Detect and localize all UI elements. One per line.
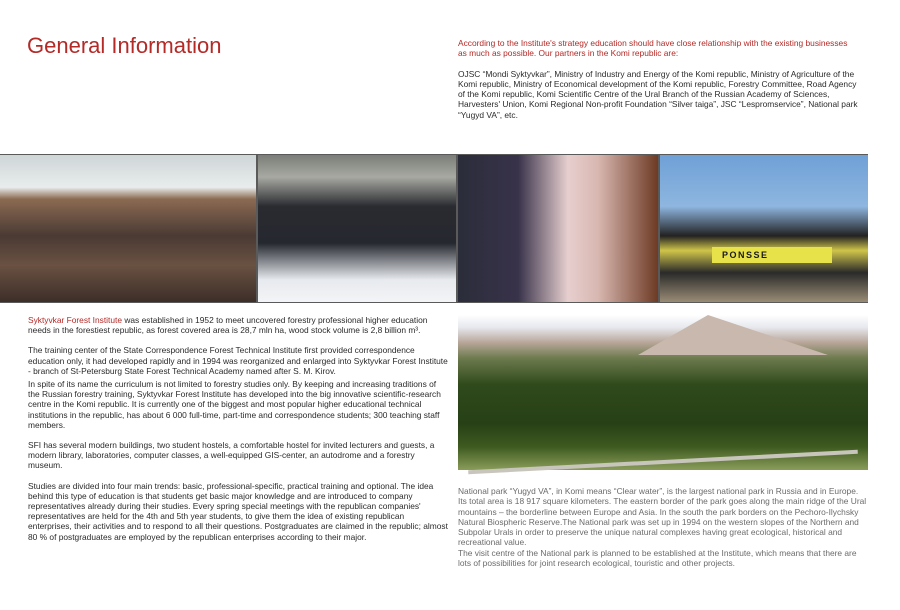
institute-name: Syktyvkar Forest Institute (28, 315, 123, 325)
national-park-description (458, 486, 868, 568)
studies-paragraph: Studies are divided into four main trends: basic, professional-specific, practical training and optional. The idea behind this type of education is that students get basic major knowledge and are introduced to company representatives already during their studies. Every spring special meetings with the republican companies' representatives are held for the 4th and 5th year students, to give them the idea of existing republican enterprises, their activities and to respond to all their questions. Postgraduates are claimed in the republic; almost 80 % of postgraduates are employed by the republican enterprises according to their major. (28, 480, 448, 542)
partners-list: OJSC “Mondi Syktyvkar”, Ministry of Industry and Energy of the Komi republic, Ministry of Agriculture of the Komi republic, Ministry of Economical development of the Komi republic, Forestry Committee, Road Agency of the Komi republic, Komi Scientific Centre of the Ural Branch of the Russian Academy of Sciences, Harvesters' Union, Komi Regional Non-profit Foundation “Silver taiga”, JSC “Lespromservice”, National park “Yugyd VA”, etc. (458, 68, 858, 120)
mountain-peak (638, 315, 828, 355)
ice-skating-team-photo (258, 155, 456, 302)
river (468, 450, 858, 474)
intro-paragraph (28, 315, 448, 335)
institute-description (28, 315, 448, 552)
photo-strip (0, 154, 868, 303)
lecture-hall-photo (0, 155, 256, 302)
conference-meeting-photo (458, 155, 658, 302)
history-paragraph: The training center of the State Correspondence Forest Technical Institute first provided correspondence education only, it had developed rapidly and in 1994 was reorganized and enlarged into Syktyvkar Forest Institute - branch of St-Petersburg State Forest Technical Academy named after S. M. Kirov. (28, 345, 448, 376)
partners-lead: According to the Institute's strategy education should have close relationship with the existing businesses as much as possible. Our partners in the Komi republic are: (458, 38, 848, 59)
intro-paragraph-text: was established in 1952 to meet uncovered forestry professional higher education needs in the forestiest republic, as forest covered area is 28,7 mln ha, wood stock volume is 2,8 billion m³. (28, 315, 428, 336)
ural-mountains-landscape-photo (458, 315, 868, 470)
harvester-brand-sign: PONSSE (722, 250, 769, 260)
page-title: General Information (27, 33, 222, 58)
park-paragraph: National park “Yugyd VA”, in Komi means “Clear water”, is the largest national park in Russia and in Europe. Its total area is 18 917 square kilometers. The eastern border of the park goes along the main ridge of the Ural mountains – the borderline between Europe and Asia. In the south the park borders on the Pechoro-Ilychsky Natural Biospheric Reserve.The National park was set up in 1994 on the western slopes of the Northern and Subpolar Urals in order to preserve the unique natural complexes having great ecological, historical and recreational value. (458, 486, 867, 548)
partners-section (458, 38, 858, 120)
curriculum-paragraph: In spite of its name the curriculum is not limited to forestry studies only. By keeping and increasing traditions of the Russian forestry training, Syktyvkar Forest Institute has developed into the big innovative scientific-research centre in the Komi republic. It is currently one of the biggest and most popular higher educational technical institutions in the republic, has about 6 000 full-time, part-time and correspondence students; 300 teaching staff members. (28, 379, 441, 430)
ponsse-harvester-photo (660, 155, 868, 302)
facilities-paragraph: SFI has several modern buildings, two student hostels, a comfortable hostel for invited lecturers and guests, a modern library, laboratories, computer classes, a well-equipped GIS-center, an autodrome and a forestry museum. (28, 440, 435, 471)
visit-centre-paragraph: The visit centre of the National park is planned to be established at the Institute, which means that there are lots of possibilities for joint research ecological, touristic and other projects. (458, 547, 857, 569)
